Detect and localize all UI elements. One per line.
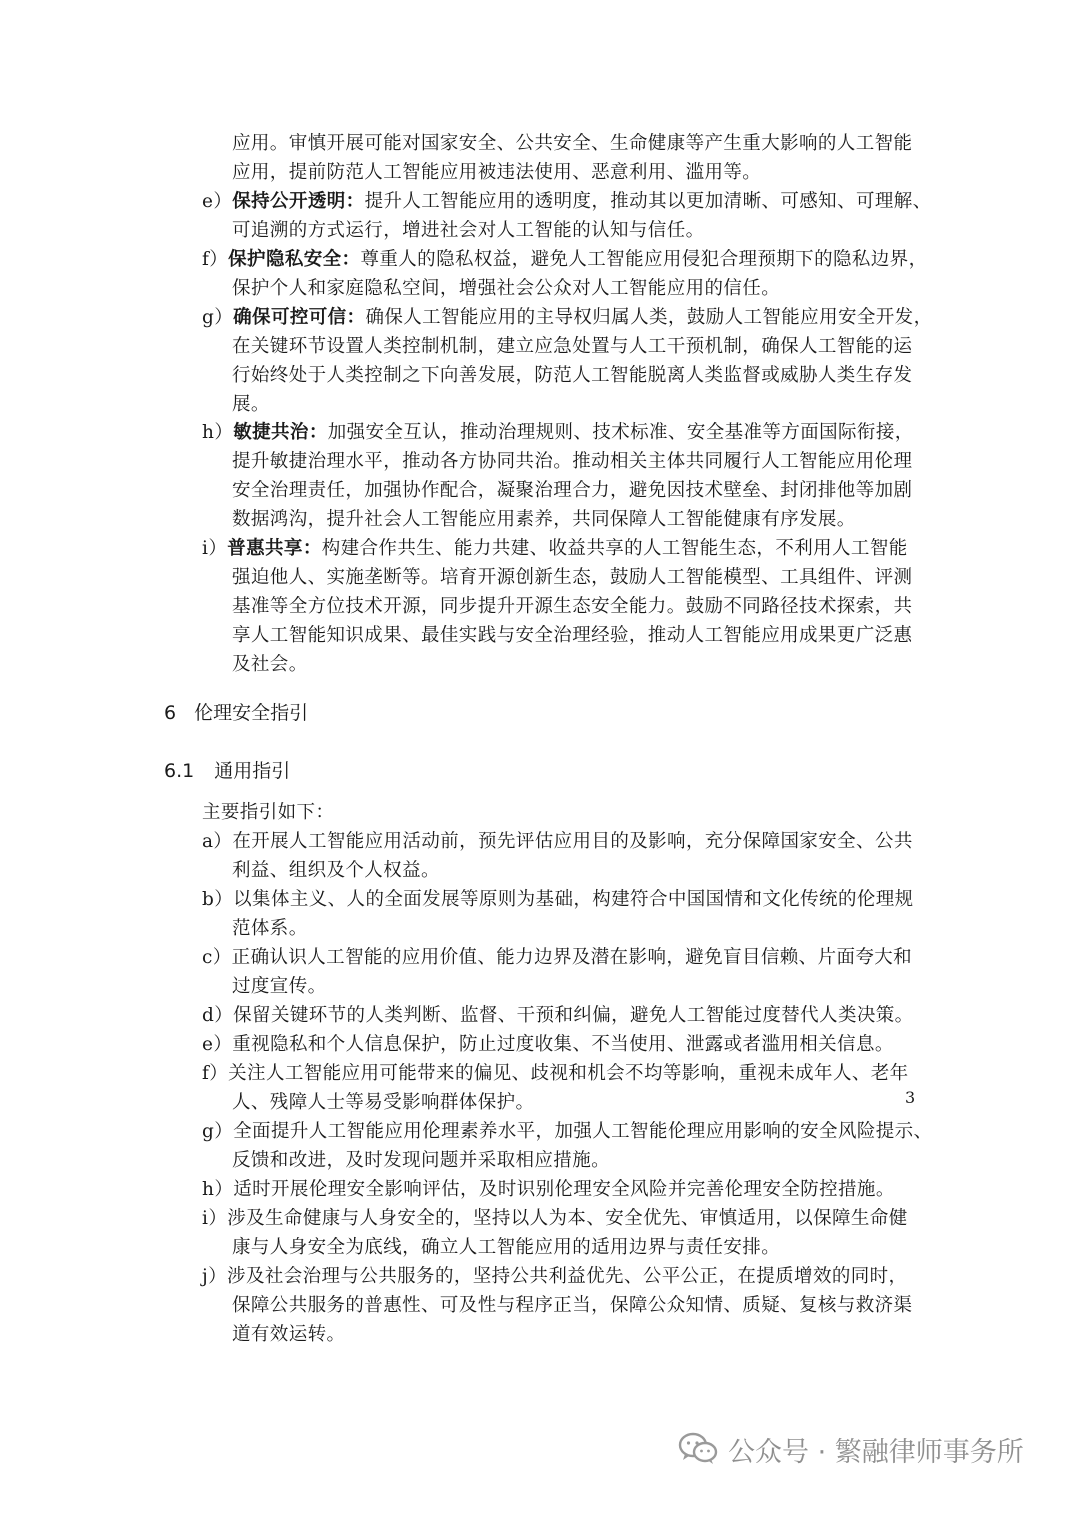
guideline-marker: h） — [202, 1179, 234, 1200]
principle-line: 数据鸿沟，提升社会人工智能应用素养，共同保障人工智能健康有序发展。 — [232, 509, 856, 530]
guideline-marker: i） — [202, 1208, 228, 1229]
guideline-marker: b） — [202, 889, 234, 910]
guideline-c — [202, 944, 912, 972]
principle-title: 普惠共享： — [227, 538, 322, 559]
guideline-text: 在开展人工智能应用活动前，预先评估应用目的及影响，充分保障国家安全、公共 — [232, 831, 913, 852]
guideline-marker: j） — [202, 1266, 228, 1287]
watermark-text: 公众号 · 繁融律师事务所 — [728, 1436, 1024, 1468]
principle-text: 尊重人的隐私权益，避免人工智能应用侵犯合理预期下的隐私边界， — [360, 249, 928, 270]
guideline-b — [202, 886, 914, 914]
principle-title: 确保可控可信： — [233, 307, 366, 328]
guideline-marker: c） — [202, 947, 232, 968]
principle-line: 保护个人和家庭隐私空间，增强社会公众对人工智能应用的信任。 — [232, 278, 781, 299]
subsection-title: 通用指引 — [214, 760, 291, 782]
guideline-line: 过度宣传。 — [232, 976, 327, 997]
principle-line: 行始终处于人类控制之下向善发展，防范人工智能脱离人类监督或威胁人类生存发 — [232, 365, 913, 386]
principle-line: 及社会。 — [232, 654, 308, 675]
principle-title: 保护隐私安全： — [228, 249, 361, 270]
guideline-line: 道有效运转。 — [232, 1324, 346, 1345]
guideline-text: 涉及社会治理与公共服务的，坚持公共利益优先、公平公正，在提质增效的同时， — [227, 1266, 908, 1287]
watermark — [678, 1427, 1024, 1471]
section-heading — [164, 699, 308, 727]
guideline-text: 保留关键环节的人类判断、监督、干预和纠偏，避免人工智能过度替代人类决策。 — [233, 1005, 914, 1026]
guideline-line: 反馈和改进，及时发现问题并采取相应措施。 — [232, 1150, 611, 1171]
subsection-number: 6.1 — [164, 760, 195, 782]
guideline-e — [202, 1031, 894, 1059]
intro-line: 应用，提前防范人工智能应用被违法使用、恶意利用、滥用等。 — [232, 162, 762, 183]
section-number: 6 — [164, 702, 177, 724]
guideline-line: 保障公共服务的普惠性、可及性与程序正当，保障公众知情、质疑、复核与救济渠 — [232, 1295, 913, 1316]
intro-line: 应用。审慎开展可能对国家安全、公共安全、生命健康等产生重大影响的人工智能 — [232, 133, 913, 154]
page-number: 3 — [905, 1088, 916, 1107]
principle-marker: g） — [202, 307, 234, 328]
principle-text: 提升人工智能应用的透明度，推动其以更加清晰、可感知、可理解、 — [364, 191, 932, 212]
guideline-line: 范体系。 — [232, 918, 308, 939]
guideline-line: 人、残障人士等易受影响群体保护。 — [232, 1092, 535, 1113]
guideline-text: 关注人工智能应用可能带来的偏见、歧视和机会不均等影响，重视未成年人、老年 — [228, 1063, 909, 1084]
principle-line: 提升敏捷治理水平，推动各方协同共治。推动相关主体共同履行人工智能应用伦理 — [232, 451, 913, 472]
principle-line: 安全治理责任，加强协作配合，凝聚治理合力，避免因技术壁垒、封闭排他等加剧 — [232, 480, 913, 501]
guideline-f — [202, 1060, 909, 1088]
principle-marker: f） — [202, 249, 229, 270]
principle-text: 确保人工智能应用的主导权归属人类，鼓励人工智能应用安全开发， — [365, 307, 933, 328]
principle-h — [202, 419, 914, 447]
principle-i — [202, 535, 908, 563]
guideline-text: 正确认识人工智能的应用价值、能力边界及潜在影响，避免盲目信赖、片面夸大和 — [231, 947, 913, 968]
section-title: 伦理安全指引 — [194, 702, 309, 724]
guideline-d — [202, 1002, 914, 1030]
guideline-a — [202, 828, 913, 856]
principle-g — [202, 304, 932, 332]
principle-text: 加强安全互认，推动治理规则、技术标准、安全基准等方面国际衔接， — [327, 422, 914, 443]
guideline-marker: g） — [202, 1121, 234, 1142]
guideline-text: 重视隐私和个人信息保护，防止过度收集、不当使用、泄露或者滥用相关信息。 — [232, 1034, 894, 1055]
principle-e — [202, 188, 932, 216]
lead-text: 主要指引如下： — [202, 802, 335, 823]
principle-title: 保持公开透明： — [232, 191, 365, 212]
guideline-marker: a） — [202, 831, 233, 852]
guideline-text: 全面提升人工智能应用伦理素养水平，加强人工智能伦理应用影响的安全风险提示、 — [233, 1121, 933, 1142]
guideline-j — [202, 1263, 907, 1291]
guideline-g — [202, 1118, 932, 1146]
principle-marker: e） — [202, 191, 233, 212]
guideline-text: 适时开展伦理安全影响评估，及时识别伦理安全风险并完善伦理安全防控措施。 — [233, 1179, 895, 1200]
guideline-i — [202, 1205, 908, 1233]
principle-line: 基准等全方位技术开源，同步提升开源生态安全能力。鼓励不同路径技术探索，共 — [232, 596, 913, 617]
principle-title: 敏捷共治： — [233, 422, 328, 443]
principle-line: 可追溯的方式运行，增进社会对人工智能的认知与信任。 — [232, 220, 705, 241]
principle-line: 在关键环节设置人类控制机制，建立应急处置与人工干预机制，确保人工智能的运 — [232, 336, 913, 357]
wechat-icon — [678, 1431, 718, 1467]
guideline-marker: f） — [202, 1063, 229, 1084]
subsection-heading — [164, 757, 290, 785]
guideline-line: 康与人身安全为底线，确立人工智能应用的适用边界与责任安排。 — [232, 1237, 781, 1258]
principle-line: 展。 — [232, 394, 270, 415]
guideline-text: 涉及生命健康与人身安全的，坚持以人为本、安全优先、审慎适用，以保障生命健 — [227, 1208, 908, 1229]
guideline-text: 以集体主义、人的全面发展等原则为基础，构建符合中国国情和文化传统的伦理规 — [233, 889, 914, 910]
principle-line: 强迫他人、实施垄断等。培育开源创新生态，鼓励人工智能模型、工具组件、评测 — [232, 567, 913, 588]
principle-marker: i） — [202, 538, 228, 559]
principle-line: 享人工智能知识成果、最佳实践与安全治理经验，推动人工智能应用成果更广泛惠 — [232, 625, 913, 646]
guideline-line: 利益、组织及个人权益。 — [232, 860, 440, 881]
principle-f — [202, 246, 927, 274]
guideline-h — [202, 1176, 895, 1204]
principle-marker: h） — [202, 422, 234, 443]
guideline-marker: d） — [202, 1005, 234, 1026]
principle-text: 构建合作共生、能力共建、收益共享的人工智能生态，不利用人工智能 — [321, 538, 908, 559]
guideline-marker: e） — [202, 1034, 233, 1055]
